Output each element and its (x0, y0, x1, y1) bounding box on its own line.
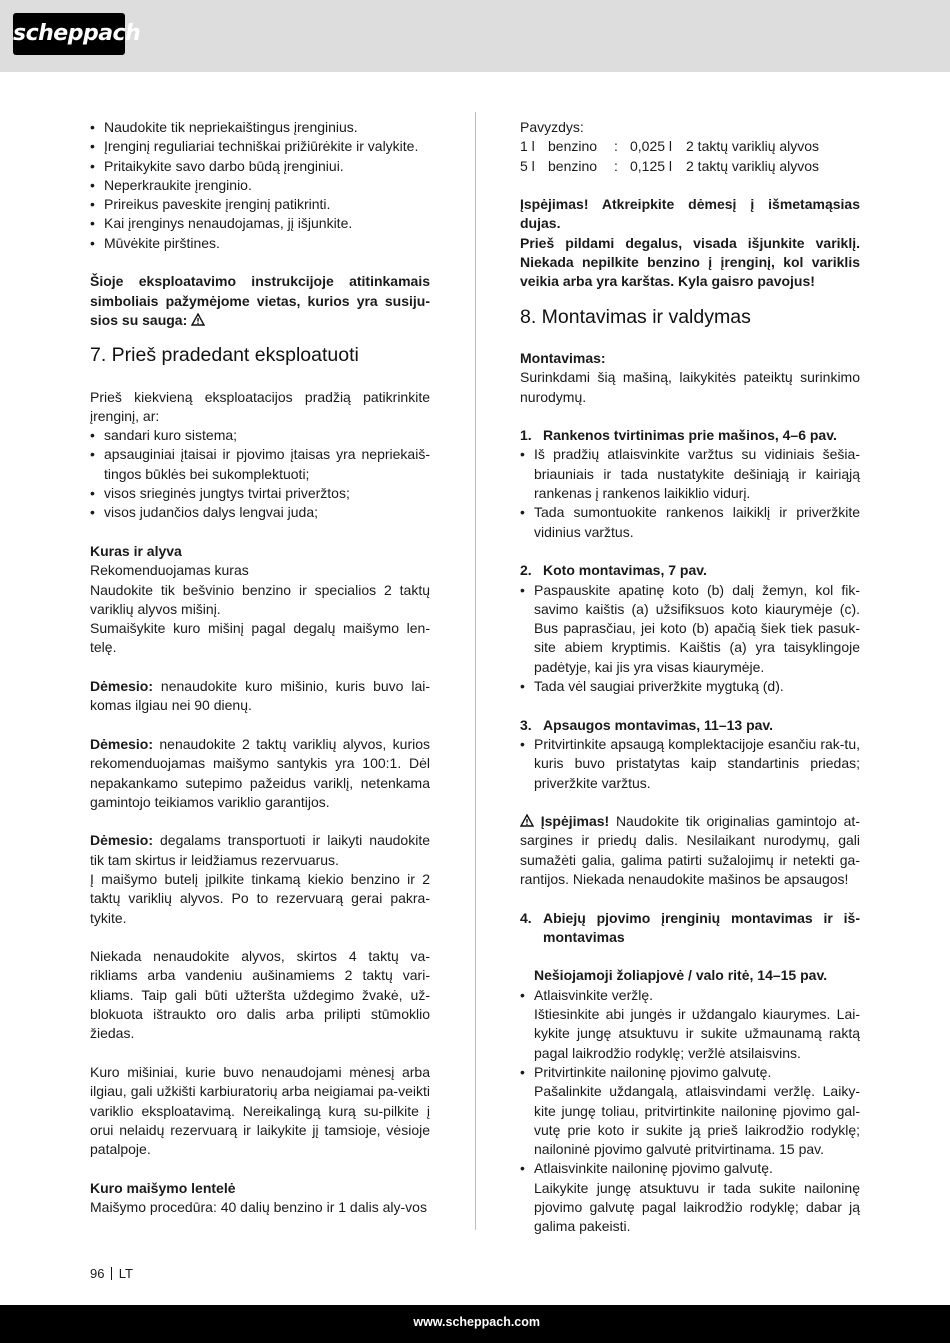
step-number: 3. (520, 716, 532, 733)
example-label: Pavyzdys: (520, 119, 584, 135)
check-list (90, 426, 430, 522)
step-list (520, 986, 860, 1237)
list-item (520, 1063, 860, 1159)
step-heading (520, 909, 860, 948)
list-item: • Kai įrenginys nenaudojamas, jį išjunkite. (90, 214, 430, 233)
step-list (520, 735, 860, 793)
header-bar (0, 0, 950, 72)
list-item: • sandari kuro sistema; (90, 426, 430, 445)
list-item: • visos judančios dalys lengvai juda; (90, 503, 430, 522)
column-divider (475, 112, 476, 1230)
list-item: • apsauginiai įtaisai ir pjovimo įtaisas yra nepriekaiš-tingos būklės bei sukomplektuoti; (90, 445, 430, 484)
step-heading (520, 561, 860, 580)
list-item-body: Laikykite jungę atsuktuvu ir tada sukite nailoninę pjovimo galvutę pagal laikrodžio rodyklę; dabar ją galima pakeisti. (534, 1179, 860, 1235)
list-item-head: • Pritvirtinkite nailoninę pjovimo galvutę. (534, 1063, 772, 1080)
example-row (520, 157, 860, 176)
step-title: Rankenos tvirtinimas prie mašinos, 4–6 pav. (543, 427, 837, 444)
mix-table-heading: Kuro maišymo lentelė (90, 1179, 236, 1196)
check-intro: Prieš kiekvieną eksploatacijos pradžią patikrinkite įrenginį, ar: (90, 388, 430, 424)
fuel-paragraph: Rekomenduojamas kuras (90, 562, 249, 579)
section-7-heading: 7. Prieš pradedant eksploatuoti (90, 344, 359, 367)
step-number: 4. (520, 909, 532, 926)
example-desc: 2 taktų variklių alyvos (686, 157, 820, 174)
list-item: • visos srieginės jungtys tvirtai priveržtos; (90, 484, 430, 503)
left-column (90, 118, 430, 1217)
mix-table-paragraph: Maišymo procedūra: 40 dalių benzino ir 1 dalis aly-vos (90, 1199, 427, 1216)
language-code: LT (118, 1266, 133, 1281)
fuel-paragraph: Naudokite tik bešvinio benzino ir specialios 2 taktų variklių alyvos mišinį. (90, 581, 430, 617)
example-desc: 2 taktų variklių alyvos (686, 138, 820, 155)
exhaust-warning: Įspėjimas! Atkreipkite dėmesį į išmetamąsias dujas. (520, 196, 860, 232)
mounting-text: Surinkdami šią mašiną, laikykitės pateiktų surinkimo nurodymų. (520, 369, 860, 405)
warning-label: Įspėjimas! (540, 813, 610, 830)
example-oil: 0,125 l (630, 157, 673, 174)
page-number-value: 96 (90, 1266, 105, 1281)
safety-note-text: Šioje eksploatavimo instrukcijoje atitinkamais simboliais pažymėjome vietas, kurios yra susiju-sios su sauga: (90, 273, 430, 328)
example-oil: 0,025 l (630, 138, 673, 155)
attention-note (90, 677, 430, 716)
attention-text: nenaudokite 2 taktų variklių alyvos, kurios rekomenduojamas maišymo santykis yra 100:1. Dėl nepakankamo sutepimo pažeidus variklį, netenkama gamintojo teikiamos variklio garantijos. (90, 735, 430, 810)
parts-warning (520, 812, 860, 889)
warning-triangle-icon (520, 814, 534, 827)
right-column (520, 118, 860, 1237)
step-title: Apsaugos montavimas, 11–13 pav. (543, 716, 774, 733)
section-8-heading: 8. Montavimas ir valdymas (520, 305, 751, 328)
list-item-body: Pašalinkite uždangalą, atlaisvindami veržlę. Laiky-kite jungę toliau, pritvirtinkite nailoninę pjovimo gal-vutę prie koto ir sukite ją prieš laikrodžio rodyklę; nailoninė pjovimo galvutė pritvirtinama. 15 pav. (534, 1083, 860, 1158)
list-item: • Mūvėkite pirštines. (90, 234, 430, 253)
warning-text: Naudokite tik originalias gamintojo at-sargines ir priedų dalis. Nesilaikant nurodymų, gali sumažėti galia, galima patirti sužalojimų ir netekti ga-rantijos. Niekada nenaudokite mašinos be apsaugos! (520, 813, 860, 887)
safety-symbol-note (90, 272, 430, 330)
list-item: • Įrenginį reguliariai techniškai prižiūrėkite ir valykite. (90, 137, 430, 156)
fuel-paragraph: Sumaišykite kuro mišinį pagal degalų maišymo len-telę. (90, 620, 430, 656)
stale-fuel-paragraph: Kuro mišiniai, kurie buvo nenaudojami mėnesį arba ilgiau, gali užkišti karbiuratorių arba neigiamai pa-veikti variklio eksploatavimą. Nereikalingą kurą su-pilkite į orui nelaidų rezervuarą ir laikykite jį tamsioje, vėsioje patalpoje. (90, 1063, 430, 1158)
page-number (90, 1266, 133, 1281)
list-item: • Naudokite tik nepriekaištingus įrenginius. (90, 118, 430, 137)
step-list (520, 445, 860, 541)
attention-text: nenaudokite kuro mišinio, kuris buvo lai-komas ilgiau nei 90 dienų. (90, 678, 430, 714)
attention-note (90, 831, 430, 870)
list-item-head: • Atlaisvinkite veržlę. (534, 986, 654, 1003)
fuel-heading: Kuras ir alyva (90, 542, 182, 559)
mixing-paragraph: Į maišymo butelį įpilkite tinkamą kiekio benzino ir 2 taktų variklių alyvos. Po to rezervuarą gerai pakra-tykite. (90, 870, 430, 926)
mounting-label: Montavimas: (520, 349, 606, 366)
attention-label: Dėmesio: (90, 735, 154, 752)
example-sep: : (614, 138, 618, 155)
list-item: • Tada vėl saugiai priveržkite mygtuką (d). (520, 677, 860, 696)
step-number: 1. (520, 427, 532, 444)
attention-label: Dėmesio: (90, 832, 154, 849)
list-item (520, 1159, 860, 1236)
attention-label: Dėmesio: (90, 678, 154, 695)
step-heading (520, 426, 860, 445)
list-item: • Iš pradžių atlaisvinkite varžtus su vidiniais šešia-briauniais ir tada nustatykite dešiniąją ir kairiąją rankenas į rankenos laikiklio vidurį. (520, 445, 860, 503)
page-number-separator (111, 1267, 112, 1280)
attention-note (90, 735, 430, 812)
list-item: • Paspauskite apatinę koto (b) dalį žemyn, kol fik-savimo kaištis (a) užsifiksuos koto kiaurymėje (c). Bus paprasčiau, jei koto (b) apačią šiek tiek pasuk-site abiem kryptimis. Kaištis (a) yra taisyklingoje padėtyje, kai jis yra visas kiaurymėje. (520, 581, 860, 677)
attention-text: degalams transportuoti ir laikyti naudokite tik tam skirtus ir leidžiamus rezervuarus. (90, 832, 430, 868)
scheppach-logo: scheppach (13, 13, 125, 55)
list-item: • Prireikus paveskite įrenginį patikrinti. (90, 195, 430, 214)
footer-bar (0, 1305, 950, 1343)
example-row (520, 137, 860, 156)
step-list (520, 581, 860, 697)
example-qty: 5 l (520, 157, 535, 174)
step-heading (520, 716, 860, 735)
top-bullet-list (90, 118, 430, 253)
step-title: Koto montavimas, 7 pav. (543, 562, 707, 579)
step-title: Abiejų pjovimo įrenginių montavimas ir iš-montavimas (543, 909, 860, 945)
oil-warning-paragraph: Niekada nenaudokite alyvos, skirtos 4 taktų va-rikliams arba vandeniu aušinamiems 2 taktų vari-kliams. Taip gali būti užteršta uždegimo žvakė, už-blokuota ištraukto oro dalis arba prilipti stūmoklio žiedas. (90, 948, 430, 1042)
footer-website-link[interactable]: www.scheppach.com (413, 1315, 540, 1329)
warning-triangle-icon (191, 313, 205, 326)
step-subheading: Nešiojamoji žoliapjovė / valo ritė, 14–15 pav. (534, 967, 828, 984)
list-item: • Pritaikykite savo darbo būdą įrenginiui. (90, 157, 430, 176)
list-item: • Neperkraukite įrenginio. (90, 176, 430, 195)
example-fuel: benzino (548, 138, 598, 155)
list-item: • Pritvirtinkite apsaugą komplektacijoje esančiu rak-tu, kuris buvo pristatytas kaip standartinis priedas; priveržkite varžtus. (520, 735, 860, 793)
list-item (520, 986, 860, 1063)
step-number: 2. (520, 562, 532, 579)
list-item-head: • Atlaisvinkite nailoninę pjovimo galvutę. (534, 1160, 773, 1177)
list-item-body: Ištiesinkite abi jungės ir uždangalo kiaurymes. Lai-kykite jungę atsuktuvu ir sukite užmaunamą raktą pagal laikrodžio rodyklę; veržlė atsilaisvins. (534, 1006, 860, 1061)
example-sep: : (614, 157, 618, 174)
example-fuel: benzino (548, 157, 598, 174)
example-qty: 1 l (520, 138, 535, 155)
refuel-warning: Prieš pildami degalus, visada išjunkite variklį. Niekada nepilkite benzino į įrenginį, kol variklis veikia arba yra karštas. Kyla gaisro pavojus! (520, 234, 860, 290)
list-item: • Tada sumontuokite rankenos laikiklį ir priveržkite vidinius varžtus. (520, 503, 860, 542)
